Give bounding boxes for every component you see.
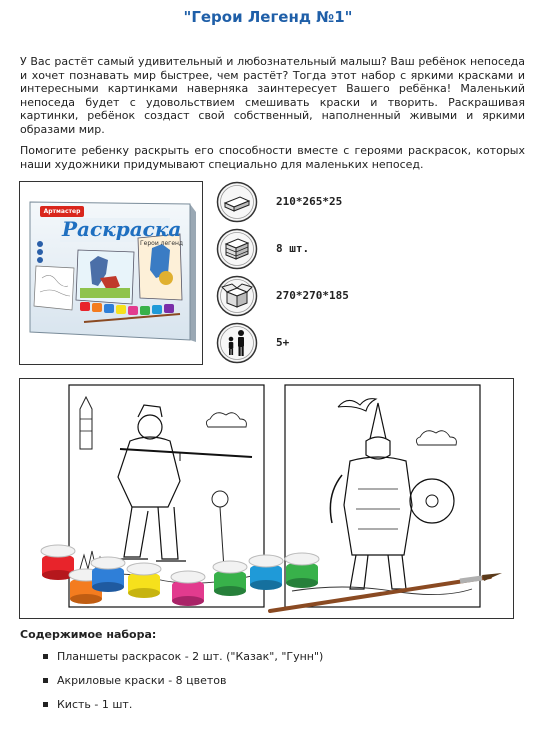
box-dimensions-icon	[216, 181, 258, 223]
spec-value-quantity: 8 шт.	[276, 242, 310, 255]
product-name: Раскраска	[62, 217, 182, 241]
spec-value-box-dimensions: 210*265*25	[276, 195, 343, 208]
product-subtitle: Герои легенд	[140, 240, 184, 247]
quantity-boxes-icon	[216, 228, 258, 270]
carton-dimensions-icon	[216, 275, 258, 317]
coloring-pages-illustration	[20, 379, 513, 618]
spec-value-age: 5+	[276, 336, 290, 349]
spec-value-carton-dimensions: 270*270*185	[276, 289, 349, 302]
description-paragraph-2: Помогите ребенку раскрыть его способности вместе с героями раскрасок, которых наши художники придумывают специально для маленьких непосед.	[20, 144, 525, 171]
contents-item: Кисть - 1 шт.	[40, 698, 323, 722]
contents-item: Планшеты раскрасок - 2 шт. ("Казак", "Гунн")	[40, 650, 323, 674]
product-box-image	[19, 181, 203, 365]
product-brand: Артмастер	[43, 208, 81, 215]
description-paragraph-1: У Вас растёт самый удивительный и любознательный малыш? Ваш ребёнок непоседа и хочет познавать мир быстрее, чем растёт? Тогда этот набор с яркими красками и интересными картинками наверняка заинтересует Вашего ребёнка! Маленький непоседа будет с удовольствием смешивать краски и творить. Раскрашивая картинки, ребёнок создаст свой собственный, наполненный живыми и яркими образами мир.	[20, 55, 525, 136]
page-title: "Герои Легенд №1"	[183, 8, 353, 26]
coloring-pages-image	[19, 378, 514, 619]
age-icon	[216, 322, 258, 364]
contents-heading: Содержимое набора:	[20, 628, 157, 641]
contents-item: Акриловые краски - 8 цветов	[40, 674, 323, 698]
contents-list	[40, 650, 323, 722]
